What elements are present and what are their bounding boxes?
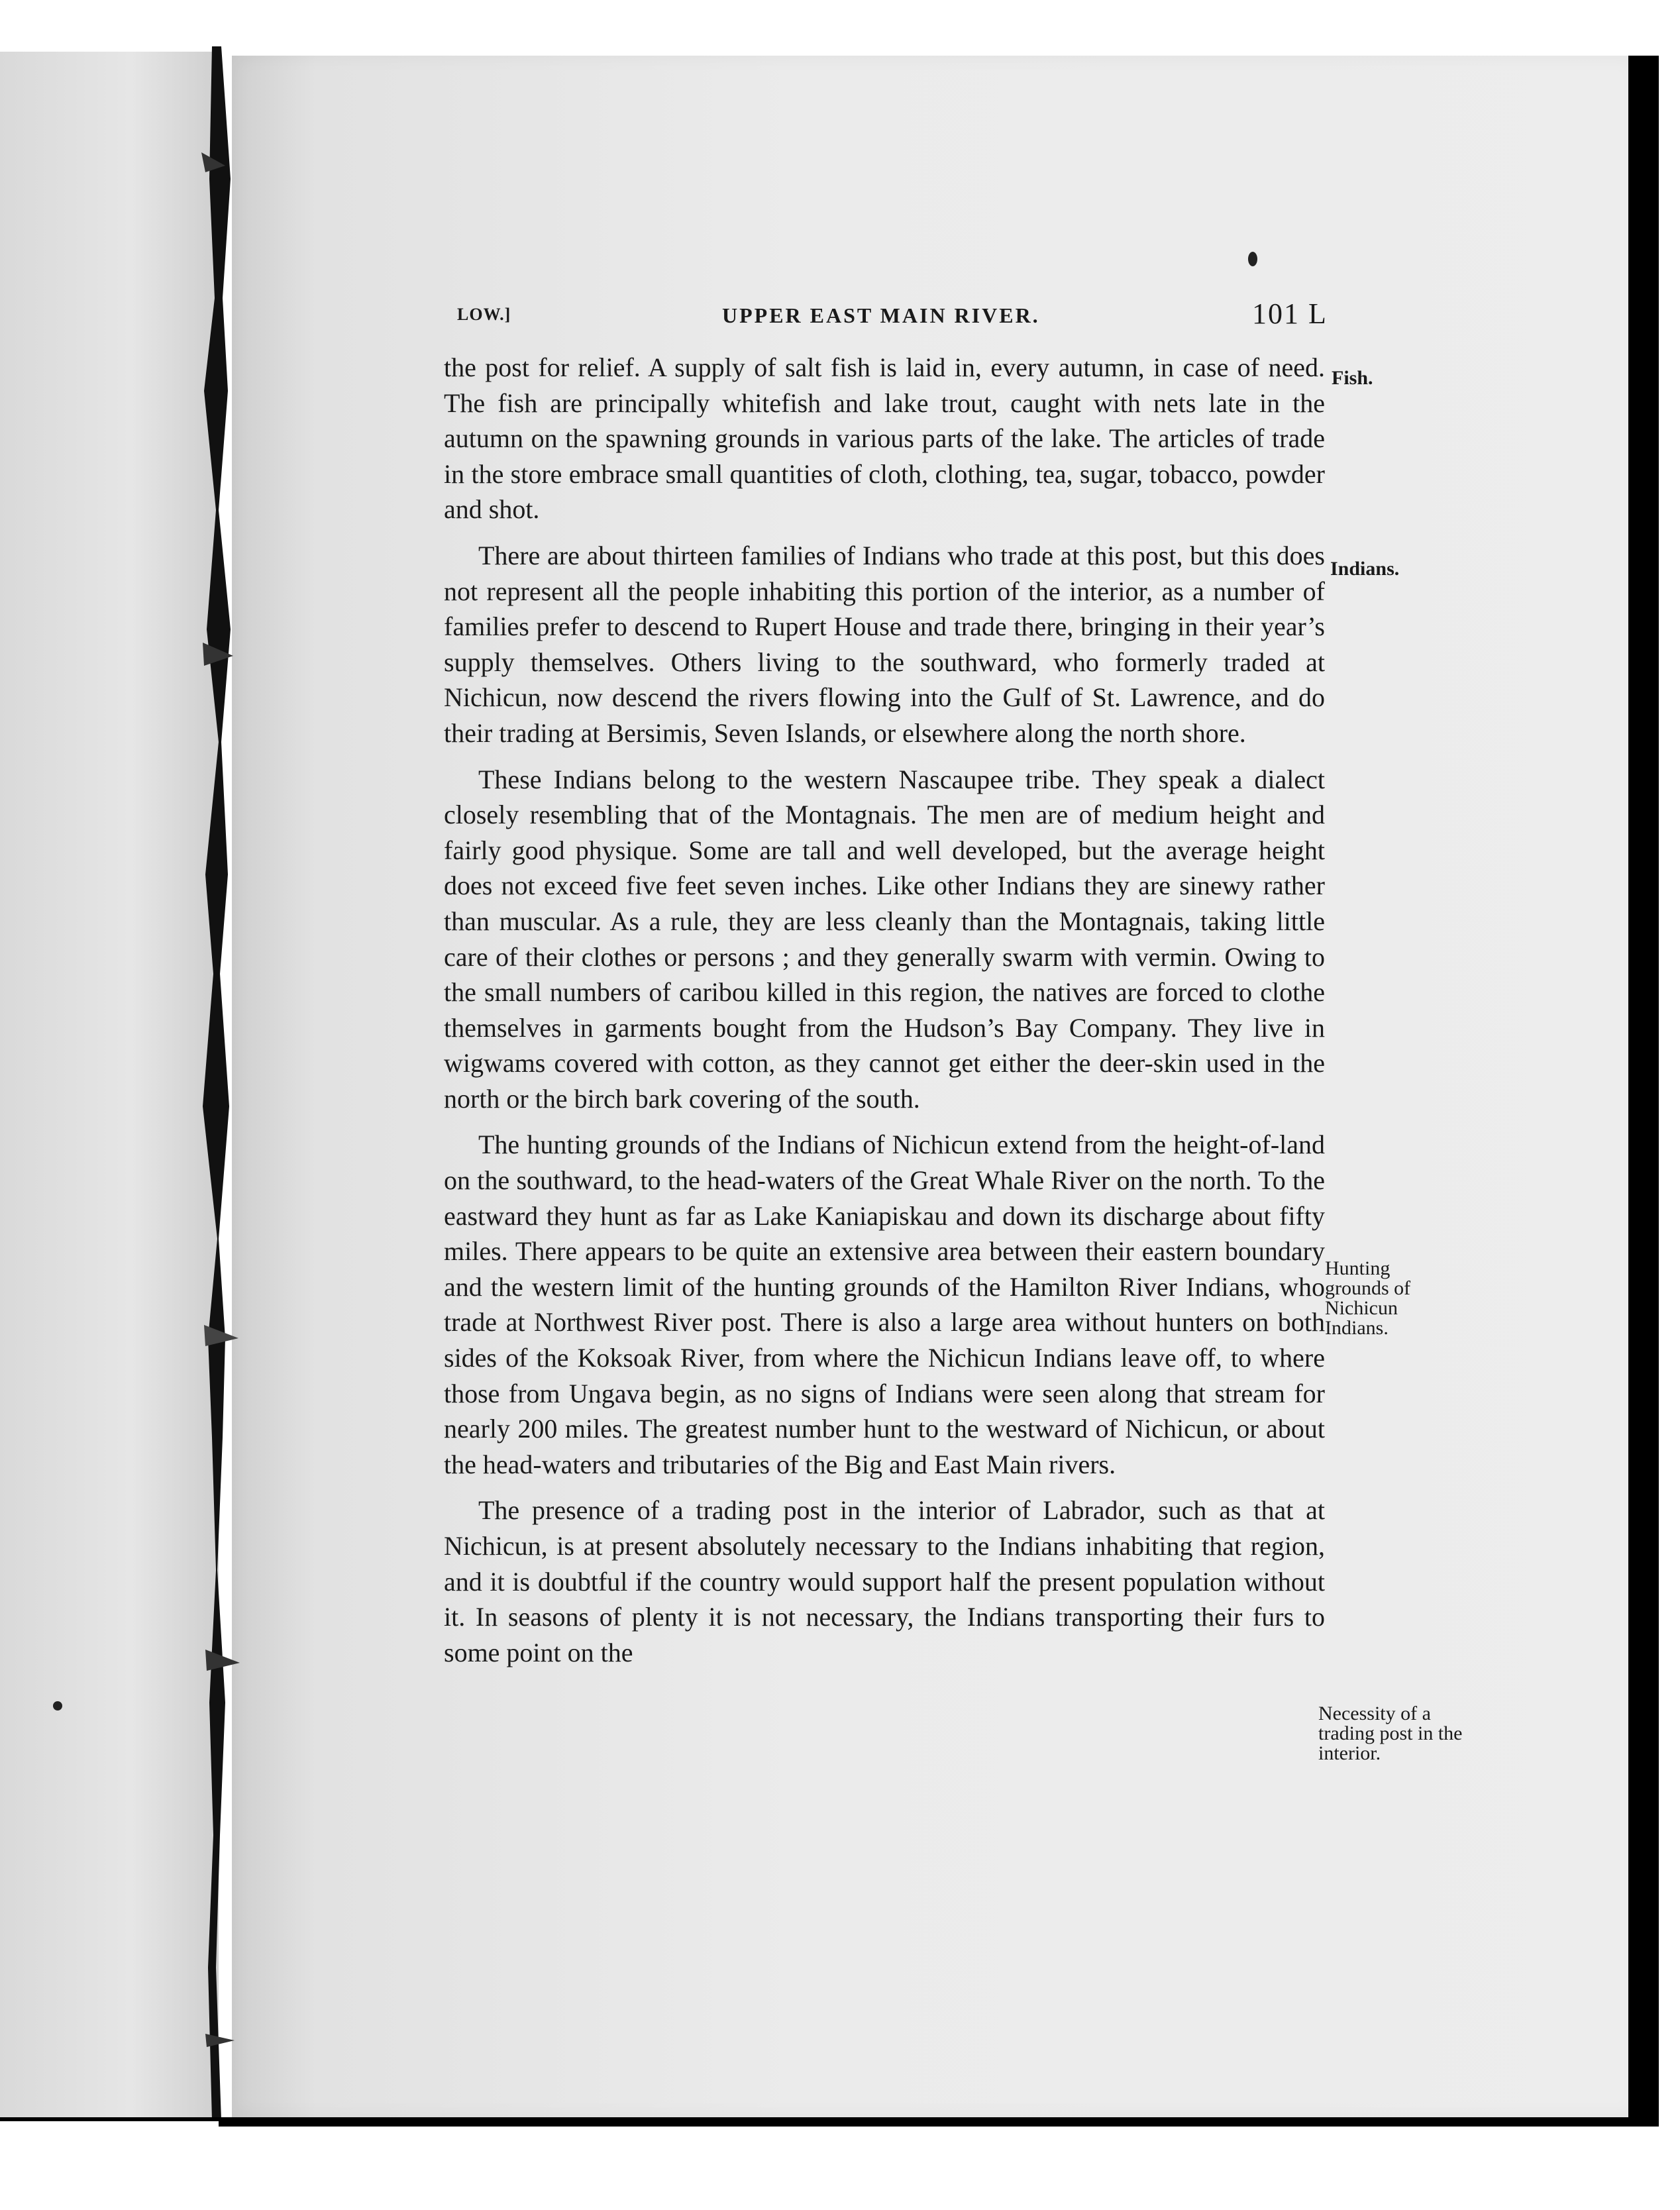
paragraph: The presence of a trading post in the interior of Labrador, such as that at Nichicun, is at present absolutely necessary to the Indians inhabiting that region, and it is doubtful if the country would support half the present population without it. In seasons of plenty it is not necessary, the Indians transporting their furs to some point on the (444, 1495, 1325, 1667)
marginal-note-hunting-grounds: Hunting grounds of Nichicun Indians. (1325, 1257, 1411, 1339)
ink-speck (1248, 252, 1257, 266)
paragraph: the post for relief. A supply of salt fish is laid in, every autumn, in case of need. The fish are principally whitefish and lake trout, caught with nets late in the autumn on the spawning grounds in various parts of the lake. The articles of trade in the store embrace small quantities of cloth, clothing, tea, sugar, tobacco, powder and shot. (444, 352, 1325, 525)
book-gutter-binding (199, 46, 252, 2120)
body-text (444, 350, 1325, 1670)
scan-border-bottom (219, 2117, 1659, 2127)
scan-border-bottom-left (0, 2117, 219, 2121)
marginal-note-indians: Indians. (1330, 558, 1400, 580)
paragraph: These Indians belong to the western Nascaupee tribe. They speak a dialect closely resembling that of the Montagnais. The men are of medium height and fairly good physique. Some are tall and well developed, but the average height does not exceed five feet seven inches. Like other Indians they are sinewy rather than muscular. As a rule, they are less cleanly than the Montagnais, taking little care of their clothes or persons ; and they generally swarm with vermin. Owing to the small numbers of caribou killed in this region, the natives are forced to clothe themselves in garments bought from the Hudson’s Bay Company. They live in wigwams covered with cotton, as they cannot get either the deer-skin used in the north or the birch bark covering of the south. (444, 764, 1325, 1114)
scan-border-right (1628, 56, 1659, 2127)
paragraph: The hunting grounds of the Indians of Nichicun extend from the height-of-land on the southward, to the head-waters of the Great Whale River on the north. To the eastward they hunt as far as Lake Kaniapiskau and down its discharge about fifty miles. There appears to be quite an extensive area between their eastern boundary and the western limit of the hunting grounds of the Hamilton River Indians, who trade at Northwest River post. There is also a large area without hunters on both sides of the Koksoak River, from where the Nichicun Indians leave off, to where those from Ungava begin, as no signs of Indians were seen along that stream for nearly 200 miles. The greatest number hunt to the westward of Nichicun, or about the head-waters and tributaries of the Big and East Main rivers. (444, 1130, 1325, 1479)
running-head-left: LOW.] (457, 305, 511, 324)
page-number: 101 L (1252, 297, 1328, 330)
facing-page-edge (0, 52, 219, 2119)
marginal-note-fish: Fish. (1332, 367, 1373, 389)
running-head (457, 297, 1332, 337)
paragraph: There are about thirteen families of Indians who trade at this post, but this does not represent all the people inhabiting this portion of the interior, as a number of families prefer to descend to Rupert House and trade there, bringing in their year’s supply themselves. Others living to the southward, who formerly traded at Nichicun, now descend the rivers flowing into the Gulf of St. Lawrence, and do their trading at Bersimis, Seven Islands, or elsewhere along the north shore. (444, 540, 1325, 748)
marginal-note-necessity: Necessity of a trading post in the interior. (1318, 1703, 1463, 1764)
running-head-title: UPPER EAST MAIN RIVER. (722, 303, 1040, 327)
ink-speck (53, 1701, 62, 1710)
